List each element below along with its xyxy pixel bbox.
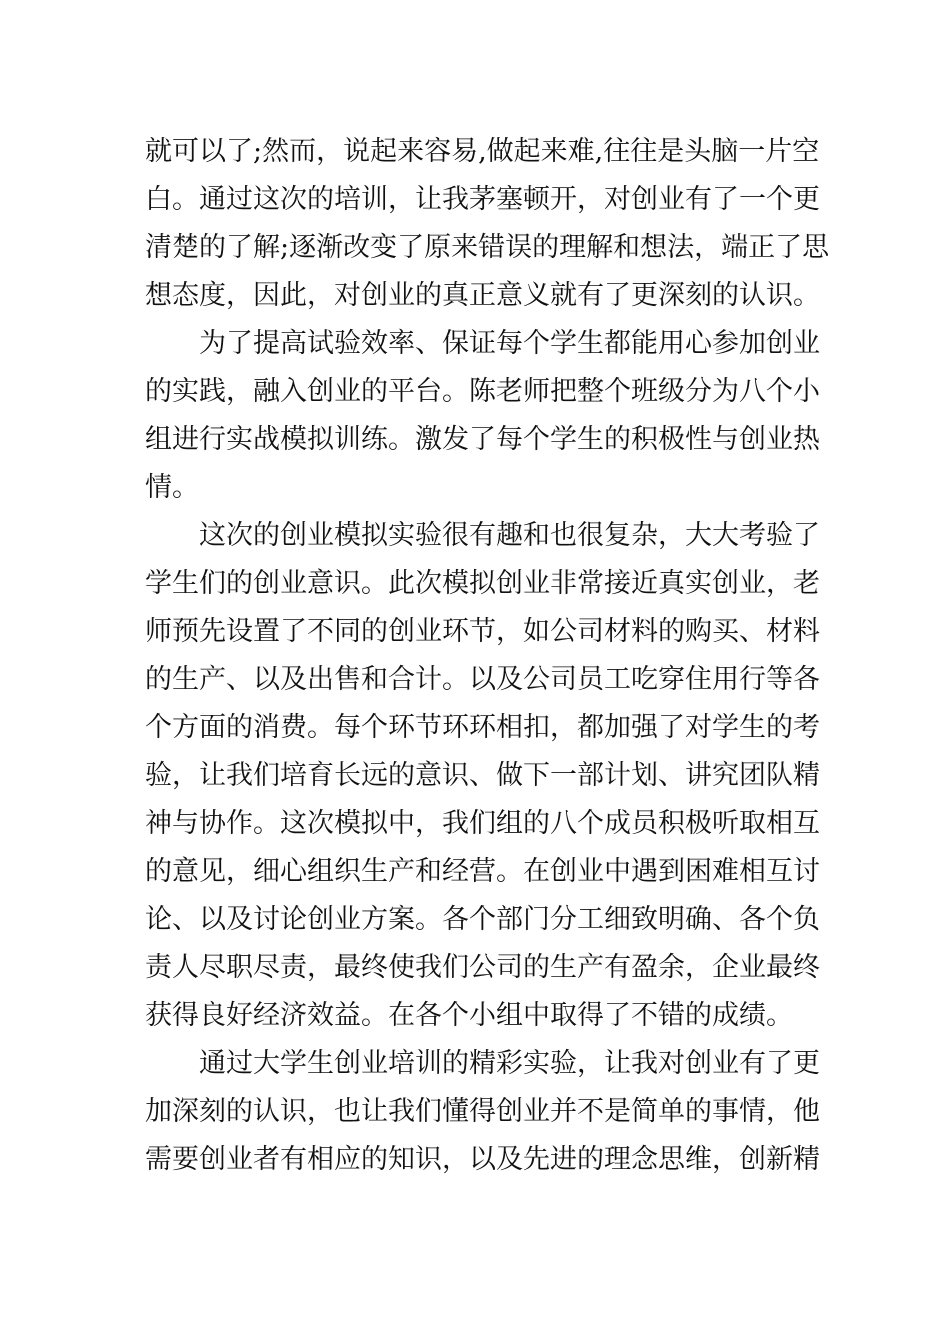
- text-line: 的生产、以及出售和合计。以及公司员工吃穿住用行等各: [145, 664, 820, 695]
- text-line: 学生们的创业意识。此次模拟创业非常接近真实创业，老: [145, 568, 820, 599]
- text-line: 获得良好经济效益。在各个小组中取得了不错的成绩。: [145, 1000, 793, 1031]
- text-line: 清楚的了解;逐渐改变了原来错误的理解和想法，端正了思: [145, 232, 830, 263]
- text-line: 神与协作。这次模拟中，我们组的八个成员积极听取相互: [145, 808, 820, 839]
- text-line: 通过大学生创业培训的精彩实验，让我对创业有了更: [199, 1048, 820, 1079]
- text-line: 师预先设置了不同的创业环节，如公司材料的购买、材料: [145, 616, 820, 647]
- text-line: 的意见，细心组织生产和经营。在创业中遇到困难相互讨: [145, 856, 820, 887]
- text-line: 需要创业者有相应的知识，以及先进的理念思维，创新精: [145, 1144, 820, 1175]
- text-line: 责人尽职尽责，最终使我们公司的生产有盈余，企业最终: [145, 952, 820, 983]
- text-line: 就可以了;然而，说起来容易,做起来难,往往是头脑一片空: [145, 136, 820, 167]
- text-line: 情。: [145, 472, 199, 503]
- text-line: 组进行实战模拟训练。激发了每个学生的积极性与创业热: [145, 424, 820, 455]
- text-line: 这次的创业模拟实验很有趣和也很复杂，大大考验了: [199, 520, 820, 551]
- text-line: 的实践，融入创业的平台。陈老师把整个班级分为八个小: [145, 376, 820, 407]
- text-line: 为了提高试验效率、保证每个学生都能用心参加创业: [199, 328, 820, 359]
- paragraph-2: [145, 320, 820, 512]
- text-line: 加深刻的认识，也让我们懂得创业并不是简单的事情，他: [145, 1096, 820, 1127]
- text-line: 论、以及讨论创业方案。各个部门分工细致明确、各个负: [145, 904, 820, 935]
- paragraph-3: [145, 512, 820, 1040]
- text-line: 个方面的消费。每个环节环环相扣，都加强了对学生的考: [145, 712, 820, 743]
- document-body: [145, 128, 830, 1184]
- text-line: 验，让我们培育长远的意识、做下一部计划、讲究团队精: [145, 760, 820, 791]
- paragraph-4: [145, 1040, 820, 1184]
- paragraph-1: [145, 128, 830, 320]
- text-line: 想态度，因此，对创业的真正意义就有了更深刻的认识。: [145, 280, 820, 311]
- text-line: 白。通过这次的培训，让我茅塞顿开，对创业有了一个更: [145, 184, 820, 215]
